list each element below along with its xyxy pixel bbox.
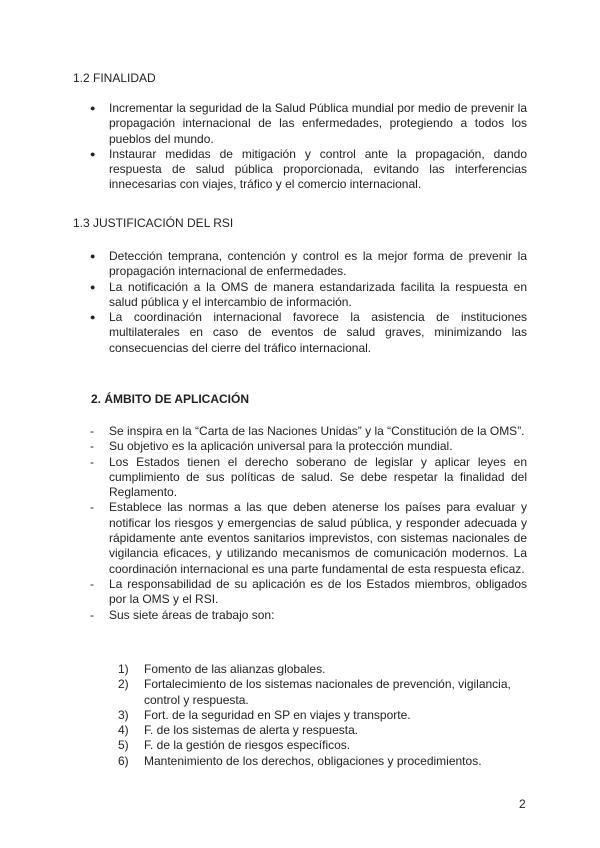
work-area-text: Mantenimiento de los derechos, obligaciones y procedimientos.	[144, 753, 482, 768]
dash-marker: -	[90, 607, 94, 622]
work-areas-list	[118, 662, 528, 769]
list-item-text: La notificación a la OMS de manera estandarizada facilita la respuesta en salud pública y el intercambio de información.	[109, 279, 527, 309]
list-item	[90, 455, 527, 501]
work-area-item	[118, 754, 528, 769]
list-item	[90, 147, 527, 193]
work-area-text: Fomento de las alianzas globales.	[144, 662, 326, 676]
list-item-text: La coordinación internacional favorece la asistencia de instituciones multilaterales en caso de eventos de salud graves, minimizando las consecuencias del cierre del tráfico internacional.	[109, 310, 527, 355]
section-heading-finalidad: 1.2 FINALIDAD	[73, 71, 156, 85]
bullet-marker: ●	[90, 148, 96, 159]
item-number: 5)	[118, 738, 129, 753]
bullet-marker: ●	[90, 281, 96, 292]
work-area-text: Fortalecimiento de los sistemas nacionales de prevención, vigilancia, control y respuesta.	[144, 677, 511, 707]
list-item-text: Sus siete áreas de trabajo son:	[109, 607, 275, 622]
dash-marker: -	[90, 454, 94, 469]
list-item	[90, 249, 527, 280]
work-area-text: Fort. de la seguridad en SP en viajes y transporte.	[144, 707, 411, 722]
list-item-text: Se inspira en la “Carta de las Naciones Unidas” y la “Constitución de la OMS”.	[109, 424, 525, 438]
list-item-text: Los Estados tienen el derecho soberano de legislar y aplicar leyes en cumplimiento de sus políticas de salud. Se debe respetar la finalidad del Reglamento.	[109, 454, 527, 500]
list-item	[90, 577, 527, 608]
item-number: 1)	[118, 662, 129, 676]
work-area-text: F. de la gestión de riesgos específicos.	[144, 738, 351, 753]
work-area-item	[118, 723, 528, 738]
list-item	[90, 424, 527, 439]
list-item	[90, 101, 527, 147]
bullet-marker: ●	[90, 103, 96, 113]
list-item	[90, 500, 527, 576]
item-number: 4)	[118, 723, 129, 738]
item-number: 2)	[118, 677, 129, 692]
list-item-text: Instaurar medidas de mitigación y control ante la propagación, dando respuesta de salud pública proporcionada, evitando las interferencias innecesarias con viajes, tráfico y el comercio internacional.	[109, 146, 527, 192]
dash-marker: -	[90, 424, 94, 438]
list-item-text: Establece las normas a las que deben atenerse los países para evaluar y notificar los riesgos y emergencias de salud pública, y responder adecuada y rápidamente ante eventos sanitarios imprevistos, con sistemas nacionales de vigilancia eficaces, y utilizando mecanismos de comunicación modernos. La coordinación internacional es una parte fundamental de esta respuesta eficaz.	[109, 500, 527, 576]
list-item-text: Su objetivo es la aplicación universal para la protección mundial.	[109, 439, 453, 454]
work-area-item	[118, 677, 528, 708]
dash-marker: -	[90, 576, 94, 591]
item-number: 6)	[118, 753, 129, 768]
list-item-text: La responsabilidad de su aplicación es de los Estados miembros, obligados por la OMS y el RSI.	[109, 576, 527, 607]
page-number: 2	[519, 797, 526, 811]
work-area-text: F. de los sistemas de alerta y respuesta.	[144, 723, 359, 738]
ambito-list	[90, 424, 527, 623]
justificacion-list	[90, 249, 527, 356]
list-item-text: Incrementar la seguridad de la Salud Pública mundial por medio de prevenir la propagación internacional de las enfermedades, protegiendo a todos los pueblos del mundo.	[109, 101, 527, 146]
bullet-marker: ●	[90, 312, 96, 323]
work-area-item	[118, 662, 528, 677]
work-area-item	[118, 738, 528, 753]
section-heading-justificacion: 1.3 JUSTIFICACIÓN DEL RSI	[73, 216, 234, 230]
dash-marker: -	[90, 439, 94, 454]
list-item	[90, 310, 527, 356]
list-item	[90, 608, 527, 623]
list-item	[90, 439, 527, 454]
list-item-text: Detección temprana, contención y control es la mejor forma de prevenir la propagación internacional de enfermedades.	[109, 249, 527, 279]
chapter-heading-ambito: 2. ÁMBITO DE APLICACIÓN	[91, 392, 250, 406]
work-area-item	[118, 708, 528, 723]
finalidad-list	[90, 101, 527, 193]
item-number: 3)	[118, 707, 129, 722]
dash-marker: -	[90, 500, 94, 515]
bullet-marker: ●	[90, 251, 96, 261]
list-item	[90, 280, 527, 311]
